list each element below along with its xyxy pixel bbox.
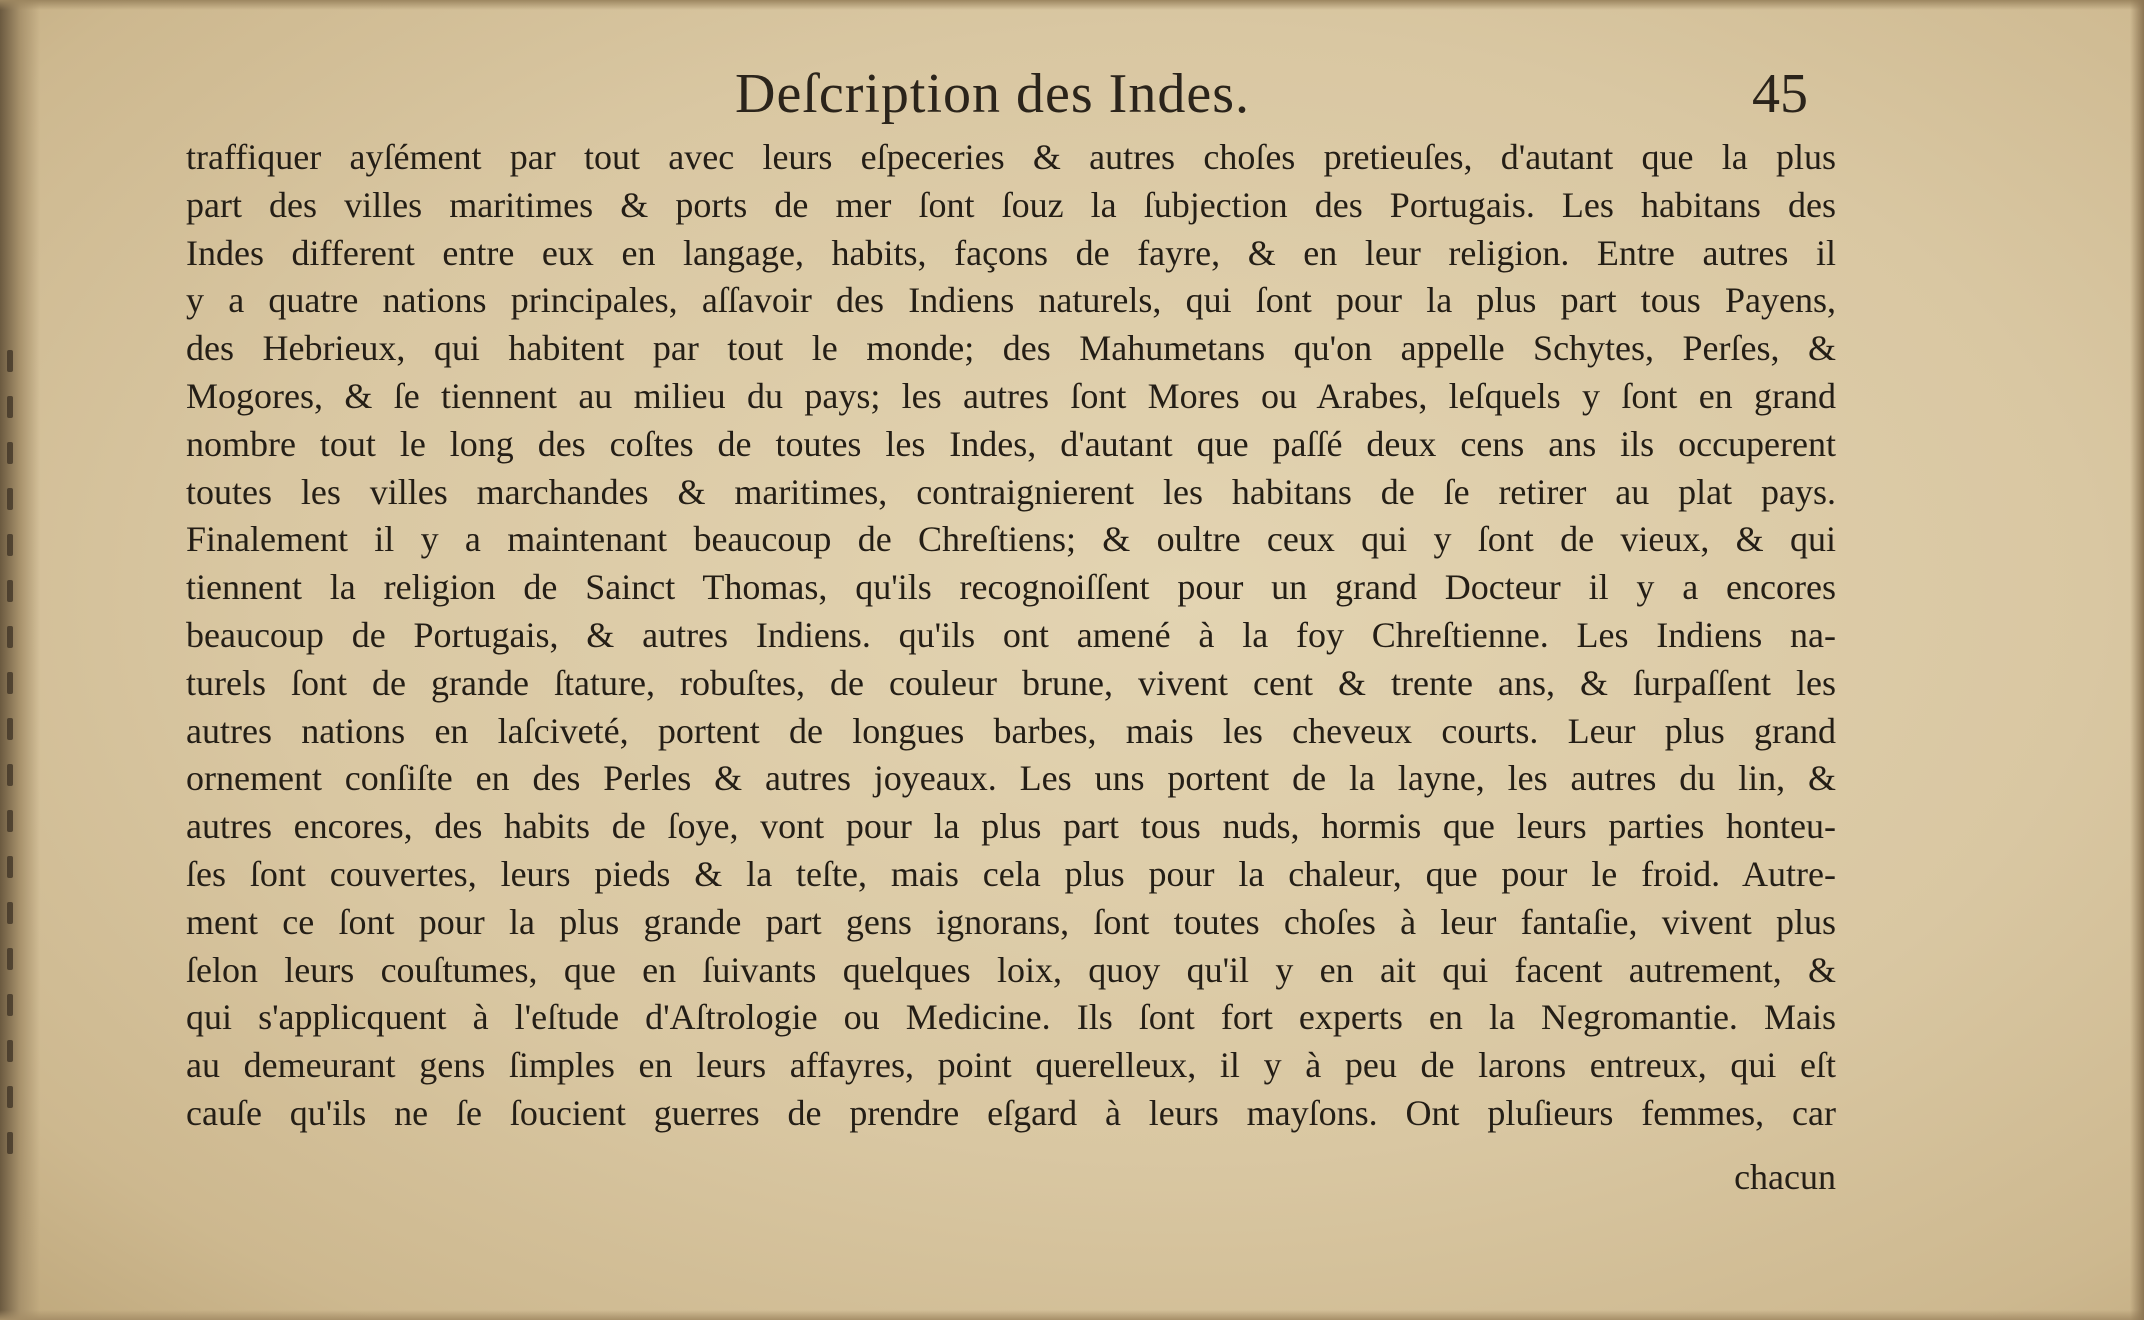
page-right-edge [2130, 0, 2144, 1320]
text-line: turels ſont de grande ſtature, robuſtes, de couleur brune, vivent cent & trente ans, & ſurpaſſent les [186, 662, 1836, 703]
text-line: beaucoup de Portugais, & autres Indiens. qu'ils ont amené à la foy Chreſtienne. Les Indiens na- [186, 614, 1836, 655]
text-line: y a quatre nations principales, aſſavoir des Indiens naturels, qui ſont pour la plus part tous Payens, [186, 280, 1836, 321]
text-line: toutes les villes marchandes & maritimes, contraignierent les habitans de ſe retirer au plat pays. [186, 471, 1836, 512]
text-line: cauſe qu'ils ne ſe ſoucient guerres de prendre eſgard à leurs mayſons. Ont pluſieurs femmes, car [186, 1092, 1836, 1133]
text-line: des Hebrieux, qui habitent par tout le monde; des Mahumetans qu'on appelle Schytes, Perſes, & [186, 328, 1836, 369]
text-line: Finalement il y a maintenant beaucoup de Chreſtiens; & oultre ceux qui y ſont de vieux, & qui [186, 519, 1836, 560]
text-line: autres nations en laſciveté, portent de longues barbes, mais les cheveux courts. Leur plus grand [186, 710, 1836, 751]
text-line: tiennent la religion de Sainct Thomas, qu'ils recognoiſſent pour un grand Docteur il y a encores [186, 567, 1836, 608]
text-line: Indes different entre eux en langage, habits, façons de fayre, & en leur religion. Entre autres il [186, 232, 1836, 273]
text-line: autres encores, des habits de ſoye, vont pour la plus part tous nuds, hormis que leurs parties honteu- [186, 806, 1836, 847]
text-line: part des villes maritimes & ports de mer ſont ſouz la ſubjection des Portugais. Les habitans des [186, 184, 1836, 225]
text-line: qui s'applicquent à l'eſtude d'Aſtrologie ou Medicine. Ils ſont fort experts en la Negromantie. Mais [186, 997, 1836, 1038]
text-line: traffiquer ayſément par tout avec leurs eſpeceries & autres choſes pretieuſes, d'autant que la plus [186, 137, 1836, 177]
running-title: Deſcription des Indes. [735, 63, 1250, 125]
text-line: ſes ſont couvertes, leurs pieds & la teſte, mais cela plus pour la chaleur, que pour le froid. Autre- [186, 853, 1836, 894]
bleed-through-marks [4, 350, 18, 1230]
body-text [186, 134, 1836, 1138]
page-top-edge [0, 0, 2144, 10]
page-number: 45 [1752, 63, 1808, 125]
text-line: Mogores, & ſe tiennent au milieu du pays; les autres ſont Mores ou Arabes, leſquels y ſont en grand [186, 375, 1836, 416]
text-line: ſelon leurs couſtumes, que en ſuivants quelques loix, quoy qu'il y en ait qui facent autrement, & [186, 949, 1836, 990]
text-line: ornement conſiſte en des Perles & autres joyeaux. Les uns portent de la layne, les autres du lin, & [186, 758, 1836, 799]
text-line: au demeurant gens ſimples en leurs affayres, point querelleux, il y à peu de larons entreux, qui eſt [186, 1045, 1836, 1086]
text-line: ment ce ſont pour la plus grande part gens ignorans, ſont toutes choſes à leur fantaſie, vivent plus [186, 901, 1836, 942]
text-line: nombre tout le long des coſtes de toutes les Indes, d'autant que paſſé deux cens ans ils occuperent [186, 423, 1836, 464]
catchword: chacun [1734, 1157, 1836, 1197]
page-bottom-edge [0, 1310, 2144, 1320]
